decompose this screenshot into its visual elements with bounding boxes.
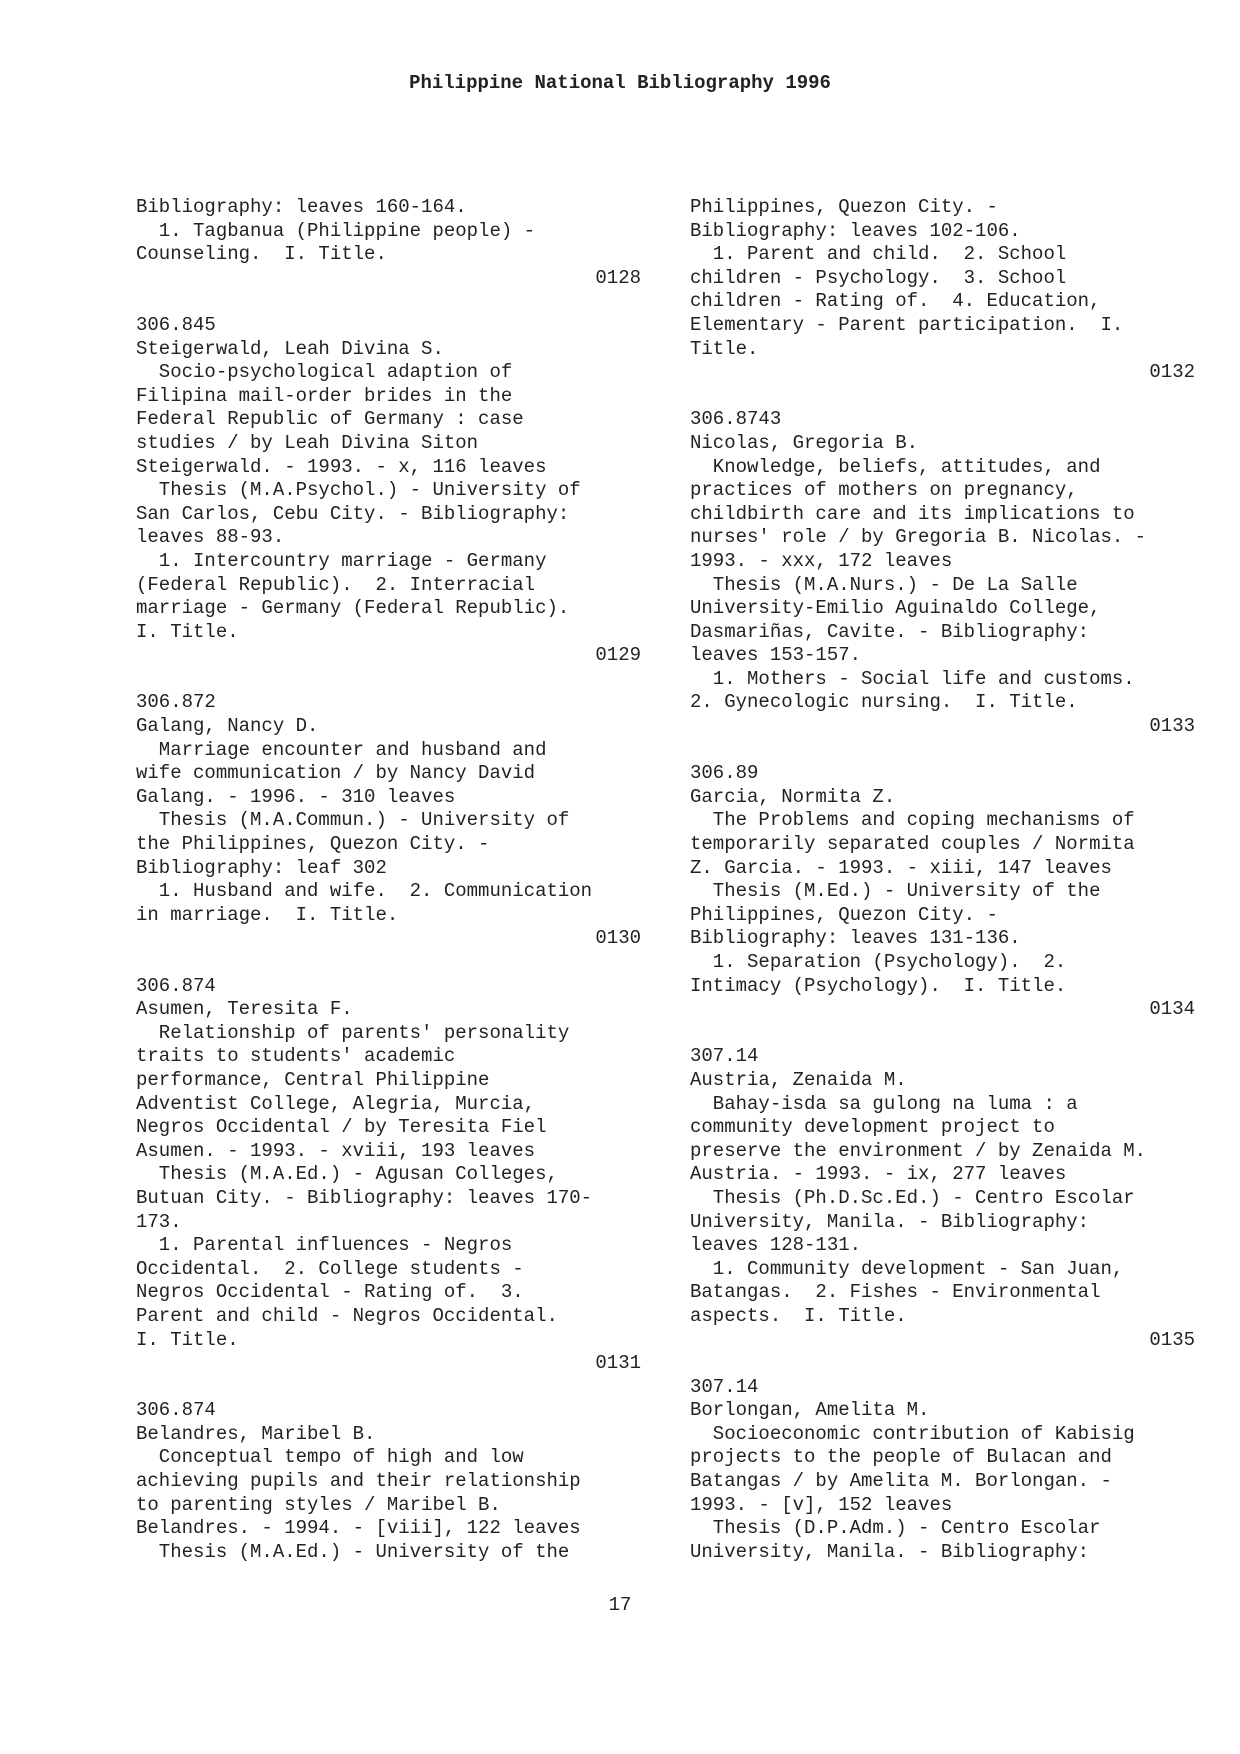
entry-spacer <box>690 1352 1195 1376</box>
entry-number: 0133 <box>1149 715 1195 738</box>
entry-line: Philippines, Quezon City. - <box>690 903 998 926</box>
entry-line: Thesis (Ph.D.Sc.Ed.) - Centro Escolar <box>690 1186 1135 1209</box>
entry-line: Dasmariñas, Cavite. - Bibliography: <box>690 620 1090 643</box>
entry-line: Batangas. 2. Fishes - Environmental <box>690 1281 1101 1304</box>
entry-line: I. Title. <box>136 620 239 643</box>
entry-line: children - Psychology. 3. School <box>690 266 1067 289</box>
entry-line: 306.845 <box>136 313 216 336</box>
entry-line: Intimacy (Psychology). I. Title. <box>690 974 1067 997</box>
entry-line: Thesis (M.A.Ed.) - Agusan Colleges, <box>136 1163 558 1186</box>
entry-line: in marriage. I. Title. <box>136 903 399 926</box>
entry-number: 0128 <box>595 266 641 289</box>
entry-line: nurses' role / by Gregoria B. Nicolas. - <box>690 526 1147 549</box>
entry-line: Belandres. - 1994. - [viii], 122 leaves <box>136 1517 581 1540</box>
bib-entry <box>136 314 641 668</box>
entry-line: 1993. - [v], 152 leaves <box>690 1493 953 1516</box>
entry-line: (Federal Republic). 2. Interracial <box>136 573 536 596</box>
entry-line: Title. <box>690 337 759 360</box>
entry-line: San Carlos, Cebu City. - Bibliography: <box>136 502 570 525</box>
entry-line: Galang. - 1996. - 310 leaves <box>136 785 456 808</box>
entry-line: Bibliography: leaves 102-106. <box>690 219 1021 242</box>
entry-line: Filipina mail-order brides in the <box>136 384 513 407</box>
left-column <box>136 196 641 1564</box>
entry-line: 307.14 <box>690 1045 759 1068</box>
entry-line: Batangas / by Amelita M. Borlongan. - <box>690 1470 1112 1493</box>
entry-line: Bahay-isda sa gulong na luma : a <box>690 1092 1078 1115</box>
entry-line: marriage - Germany (Federal Republic). <box>136 597 570 620</box>
entry-line: Philippines, Quezon City. - <box>690 196 998 218</box>
entry-line: Elementary - Parent participation. I. <box>690 313 1124 336</box>
entry-line: 1. Parent and child. 2. School <box>690 243 1067 266</box>
entry-line: Borlongan, Amelita M. <box>690 1399 930 1422</box>
entry-line: Occidental. 2. College students - <box>136 1257 524 1280</box>
entry-line: Belandres, Maribel B. <box>136 1422 376 1445</box>
entry-line: 1. Community development - San Juan, <box>690 1257 1124 1280</box>
entry-line: childbirth care and its implications to <box>690 502 1135 525</box>
entry-line: 1. Parental influences - Negros <box>136 1234 513 1257</box>
entry-line: Bibliography: leaves 160-164. <box>136 196 467 218</box>
entry-number: 0132 <box>1149 361 1195 384</box>
entry-line: 306.89 <box>690 762 759 785</box>
entry-line: Butuan City. - Bibliography: leaves 170- <box>136 1186 593 1209</box>
entry-line: traits to students' academic <box>136 1045 456 1068</box>
entry-line: Thesis (M.Ed.) - University of the <box>690 880 1101 903</box>
bib-entry <box>690 762 1195 1022</box>
entry-line: University, Manila. - Bibliography: <box>690 1540 1090 1563</box>
entry-line: leaves 153-157. <box>690 644 862 667</box>
entry-line: Socio-psychological adaption of <box>136 361 513 384</box>
entry-line: wife communication / by Nancy David <box>136 762 536 785</box>
entry-line: Negros Occidental - Rating of. 3. <box>136 1281 524 1304</box>
entry-line: temporarily separated couples / Normita <box>690 833 1135 856</box>
entry-number: 0130 <box>595 927 641 950</box>
entry-line: 306.872 <box>136 691 216 714</box>
entry-line: Thesis (M.A.Ed.) - University of the <box>136 1540 570 1563</box>
entry-line: achieving pupils and their relationship <box>136 1470 581 1493</box>
entry-line: Thesis (M.A.Nurs.) - De La Salle <box>690 573 1078 596</box>
entry-line: The Problems and coping mechanisms of <box>690 809 1135 832</box>
bib-entry <box>136 196 641 290</box>
entry-spacer <box>136 668 641 692</box>
entry-line: Garcia, Normita Z. <box>690 785 896 808</box>
entry-line: Austria. - 1993. - ix, 277 leaves <box>690 1163 1067 1186</box>
entry-line: preserve the environment / by Zenaida M. <box>690 1139 1147 1162</box>
entry-line: Galang, Nancy D. <box>136 715 319 738</box>
entry-line: University, Manila. - Bibliography: <box>690 1210 1090 1233</box>
bib-entry <box>690 1376 1195 1565</box>
entry-line: Marriage encounter and husband and <box>136 738 547 761</box>
entry-line: aspects. I. Title. <box>690 1304 907 1327</box>
entry-line: Z. Garcia. - 1993. - xiii, 147 leaves <box>690 856 1112 879</box>
entry-line: Thesis (M.A.Psychol.) - University of <box>136 479 581 502</box>
entry-number: 0134 <box>1149 998 1195 1021</box>
entry-line: 307.14 <box>690 1375 759 1398</box>
entry-line: Bibliography: leaf 302 <box>136 856 387 879</box>
entry-line: Parent and child - Negros Occidental. <box>136 1304 558 1327</box>
entry-line: Bibliography: leaves 131-136. <box>690 927 1021 950</box>
bib-entry <box>136 691 641 951</box>
entry-line: Socioeconomic contribution of Kabisig <box>690 1422 1135 1445</box>
bib-entry <box>136 1399 641 1564</box>
entry-line: 1. Intercountry marriage - Germany <box>136 549 547 572</box>
entry-line: Thesis (D.P.Adm.) - Centro Escolar <box>690 1517 1101 1540</box>
bib-entry <box>136 975 641 1376</box>
entry-spacer <box>690 385 1195 409</box>
entry-number: 0129 <box>595 644 641 667</box>
entry-number: 0131 <box>595 1352 641 1375</box>
entry-line: Negros Occidental / by Teresita Fiel <box>136 1116 547 1139</box>
entry-number: 0135 <box>1149 1328 1195 1351</box>
bib-entry <box>690 196 1195 385</box>
entry-spacer <box>690 739 1195 763</box>
page-number: 17 <box>608 1594 632 1616</box>
entry-line: 1. Mothers - Social life and customs. <box>690 667 1135 690</box>
entry-line: Nicolas, Gregoria B. <box>690 431 919 454</box>
entry-line: performance, Central Philippine <box>136 1068 490 1091</box>
entry-line: the Philippines, Quezon City. - <box>136 833 490 856</box>
entry-line: practices of mothers on pregnancy, <box>690 479 1078 502</box>
entry-line: Austria, Zenaida M. <box>690 1068 907 1091</box>
entry-line: I. Title. <box>136 1328 239 1351</box>
entry-line: studies / by Leah Divina Siton <box>136 431 479 454</box>
entry-spacer <box>136 951 641 975</box>
entry-line: Thesis (M.A.Commun.) - University of <box>136 809 570 832</box>
right-column <box>690 196 1195 1564</box>
entry-line: Counseling. I. Title. <box>136 243 387 266</box>
entry-line: Relationship of parents' personality <box>136 1021 570 1044</box>
entry-line: 1. Tagbanua (Philippine people) - <box>136 219 536 242</box>
entry-line: Steigerwald, Leah Divina S. <box>136 337 444 360</box>
entry-line: Adventist College, Alegria, Murcia, <box>136 1092 536 1115</box>
page-header: Philippine National Bibliography 1996 <box>409 72 831 94</box>
entry-line: Federal Republic of Germany : case <box>136 408 524 431</box>
entry-line: 2. Gynecologic nursing. I. Title. <box>690 691 1078 714</box>
entry-line: 1993. - xxx, 172 leaves <box>690 549 953 572</box>
bib-entry <box>690 1045 1195 1352</box>
entry-line: Asumen, Teresita F. <box>136 998 353 1021</box>
entry-line: community development project to <box>690 1116 1055 1139</box>
entry-line: Steigerwald. - 1993. - x, 116 leaves <box>136 455 547 478</box>
entry-line: Conceptual tempo of high and low <box>136 1446 524 1469</box>
entry-line: projects to the people of Bulacan and <box>690 1446 1112 1469</box>
entry-spacer <box>136 1376 641 1400</box>
entry-line: 306.874 <box>136 974 216 997</box>
entry-line: University-Emilio Aguinaldo College, <box>690 597 1101 620</box>
entry-line: Asumen. - 1993. - xviii, 193 leaves <box>136 1139 536 1162</box>
entry-line: 306.874 <box>136 1399 216 1422</box>
entry-line: 1. Husband and wife. 2. Communication <box>136 880 593 903</box>
entry-spacer <box>690 1022 1195 1046</box>
entry-line: Knowledge, beliefs, attitudes, and <box>690 455 1101 478</box>
bib-entry <box>690 408 1195 738</box>
entry-line: 1. Separation (Psychology). 2. <box>690 951 1067 973</box>
entry-spacer <box>136 290 641 314</box>
entry-line: 306.8743 <box>690 408 782 431</box>
entry-line: to parenting styles / Maribel B. <box>136 1493 501 1516</box>
entry-line: 173. <box>136 1210 182 1233</box>
entry-line: children - Rating of. 4. Education, <box>690 290 1101 313</box>
entry-line: leaves 88-93. <box>136 526 285 549</box>
entry-line: leaves 128-131. <box>690 1234 862 1257</box>
